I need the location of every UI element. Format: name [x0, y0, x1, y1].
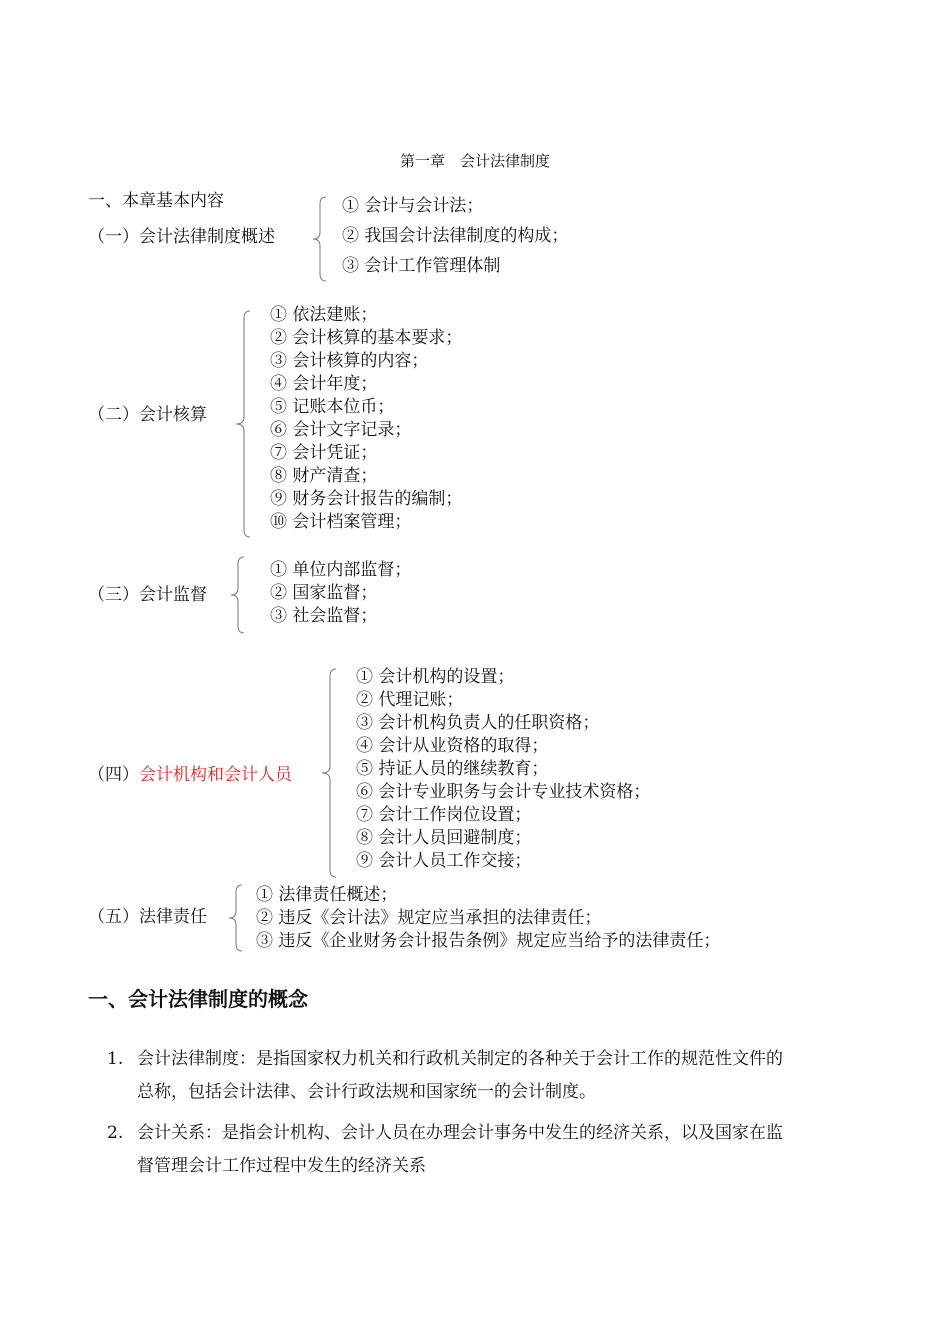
- list-item: ③ 会计工作管理体制: [342, 256, 501, 276]
- list-item: ⑨ 会计人员工作交接；: [356, 851, 532, 871]
- paragraph-text-cont: 总称，包括会计法律、会计行政法规和国家统一的会计制度。: [137, 1082, 596, 1102]
- group-items-liability: [256, 884, 720, 953]
- list-item: ⑥ 会计文字记录；: [270, 420, 412, 440]
- group-label-liability: （五）法律责任: [88, 907, 207, 927]
- list-item: ④ 会计年度；: [270, 374, 378, 394]
- group-items-accounting: [270, 304, 462, 534]
- paragraph-text: 会计关系：是指会计机构、会计人员在办理会计事务中发生的经济关系，以及国家在监: [137, 1123, 783, 1143]
- group-label-institutions: [88, 760, 292, 785]
- list-item: ⑨ 财务会计报告的编制；: [270, 489, 463, 509]
- list-item: ① 依法建账；: [270, 305, 378, 325]
- list-item: ⑩ 会计档案管理；: [270, 512, 412, 532]
- group-label-accounting: （二）会计核算: [88, 405, 207, 425]
- brace-supervision: [228, 556, 248, 634]
- list-item: ② 违反《会计法》规定应当承担的法律责任；: [256, 908, 602, 928]
- list-item: ① 法律责任概述；: [256, 885, 398, 905]
- list-item: ② 代理记账；: [356, 690, 464, 710]
- list-item: ② 我国会计法律制度的构成；: [342, 226, 569, 246]
- group-label-prefix: （四）: [88, 765, 139, 785]
- list-item: ③ 会计机构负责人的任职资格；: [356, 713, 600, 733]
- brace-accounting: [232, 310, 254, 538]
- group-items-supervision: [270, 559, 411, 628]
- chapter-title: 第一章 会计法律制度: [399, 152, 550, 170]
- brace-overview: [310, 196, 330, 282]
- list-item: ④ 会计从业资格的取得；: [356, 736, 549, 756]
- brace-institutions: [318, 668, 340, 878]
- list-item: ② 会计核算的基本要求；: [270, 328, 463, 348]
- list-item: ⑤ 持证人员的继续教育；: [356, 759, 549, 779]
- group-label-supervision: （三）会计监督: [88, 585, 207, 605]
- list-item: ① 会计机构的设置；: [356, 667, 515, 687]
- paragraph-text-cont: 督管理会计工作过程中发生的经济关系: [137, 1156, 426, 1176]
- list-item: ③ 会计核算的内容；: [270, 351, 429, 371]
- list-item: ⑦ 会计凭证；: [270, 443, 378, 463]
- list-item: ③ 违反《企业财务会计报告条例》规定应当给予的法律责任；: [256, 931, 721, 951]
- group-label-highlight: 会计机构和会计人员: [139, 765, 292, 785]
- brace-liability: [226, 884, 246, 952]
- concept-heading: 一、会计法律制度的概念: [88, 987, 308, 1011]
- paragraph-text: 会计法律制度：是指国家权力机关和行政机关制定的各种关于会计工作的规范性文件的: [137, 1049, 783, 1069]
- list-item: ⑧ 财产清查；: [270, 466, 378, 486]
- list-item: ⑧ 会计人员回避制度；: [356, 828, 532, 848]
- paragraph-1: [107, 1043, 867, 1109]
- list-item: ① 会计与会计法；: [342, 196, 484, 216]
- list-item: ① 单位内部监督；: [270, 560, 412, 580]
- paragraph-2: [107, 1117, 867, 1183]
- group-items-overview: [342, 191, 568, 281]
- list-item: ⑦ 会计工作岗位设置；: [356, 805, 532, 825]
- paragraph-number: 1.: [107, 1049, 124, 1069]
- list-item: ⑥ 会计专业职务与会计专业技术资格；: [356, 782, 651, 802]
- paragraph-number: 2.: [107, 1123, 124, 1143]
- group-items-institutions: [356, 666, 650, 873]
- list-item: ⑤ 记账本位币；: [270, 397, 395, 417]
- list-item: ③ 社会监督；: [270, 606, 378, 626]
- list-item: ② 国家监督；: [270, 583, 378, 603]
- section-heading: 一、本章基本内容: [88, 191, 224, 211]
- group-label-overview: （一）会计法律制度概述: [88, 227, 275, 247]
